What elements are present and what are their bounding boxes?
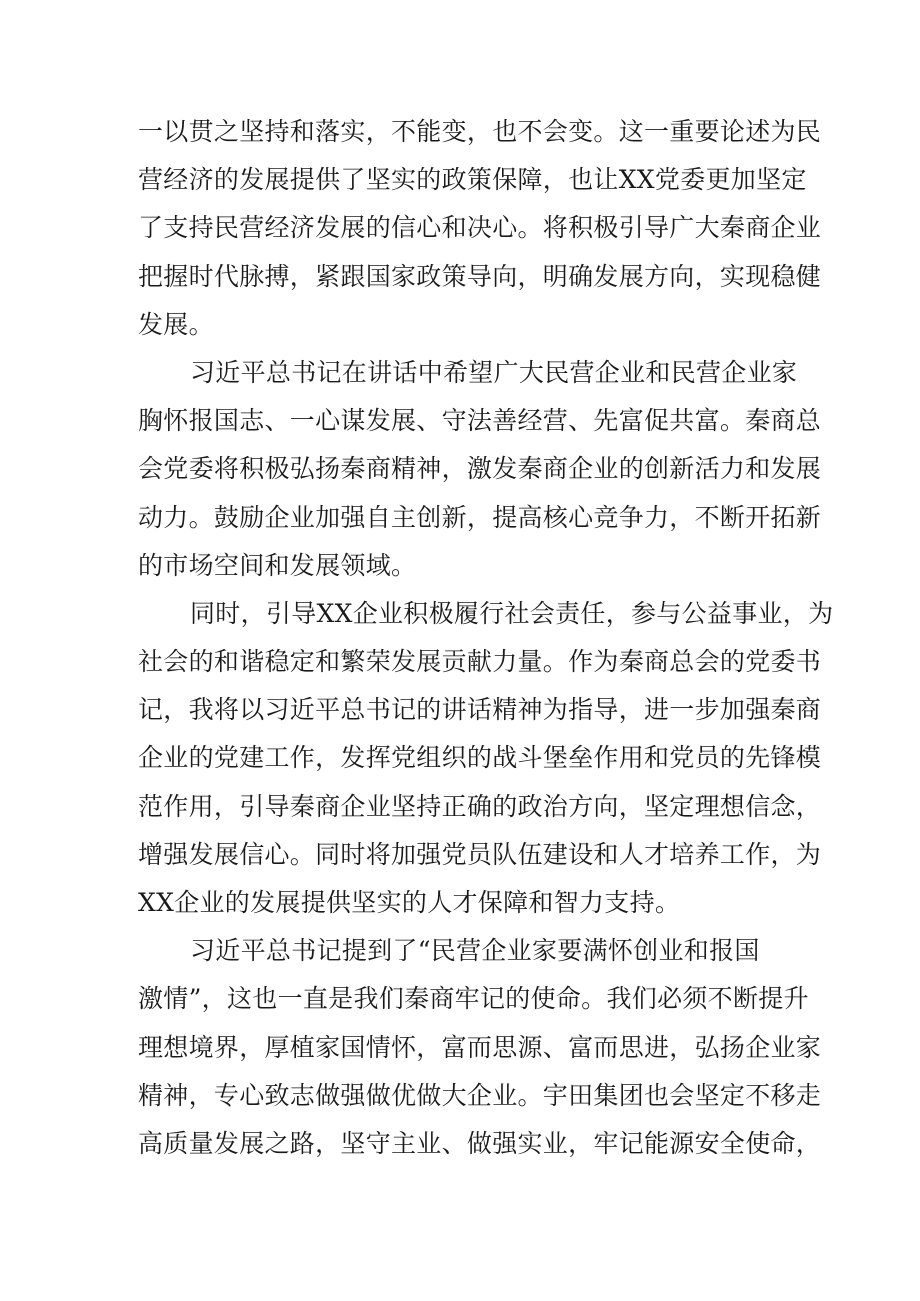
text-line: 范作用，引导秦商企业坚持正确的政治方向，坚定理想信念，: [138, 791, 822, 821]
text-line: 把握时代脉搏，紧跟国家政策导向，明确发展方向，实现稳健: [138, 261, 822, 291]
text-line: 一以贯之坚持和落实，不能变，也不会变。这一重要论述为民: [138, 117, 822, 146]
text-line: 了支持民营经济发展的信心和决心。将积极引导广大秦商企业: [138, 213, 822, 243]
text-line: 激情”，这也一直是我们秦商牢记的使命。我们必须不断提升: [138, 984, 809, 1014]
paragraph-2: [138, 349, 822, 590]
document-body: [138, 108, 834, 1168]
text-line: 发展。: [138, 309, 214, 339]
text-line: 同时，引导XX企业积极履行社会责任，参与公益事业，为: [190, 598, 834, 628]
text-line: 精神，专心致志做强做优做大企业。宇田集团也会坚定不移走: [138, 1080, 822, 1110]
paragraph-1: [138, 108, 822, 349]
text-line: 习近平总书记在讲话中希望广大民营企业和民营企业家: [190, 357, 798, 387]
text-line: 高质量发展之路，坚守主业、做强实业，牢记能源安全使命，: [138, 1128, 822, 1158]
paragraph-3: [138, 590, 834, 927]
text-line: 习近平总书记提到了“民营企业家要满怀创业和报国: [190, 936, 760, 966]
text-line: 的市场空间和发展领域。: [138, 550, 417, 580]
text-line: 记，我将以习近平总书记的讲话精神为指导，进一步加强秦商: [138, 695, 822, 725]
text-line: 会党委将积极弘扬秦商精神，激发秦商企业的创新活力和发展: [138, 454, 822, 484]
text-line: 理想境界，厚植家国情怀，富而思源、富而思进，弘扬企业家: [138, 1032, 822, 1062]
text-line: 增强发展信心。同时将加强党员队伍建设和人才培养工作，为: [138, 839, 822, 869]
text-line: 企业的党建工作，发挥党组织的战斗堡垒作用和党员的先锋模: [138, 743, 822, 773]
text-line: 营经济的发展提供了坚实的政策保障，也让XX党委更加坚定: [138, 165, 807, 195]
text-line: 胸怀报国志、一心谋发展、守法善经营、先富促共富。秦商总: [138, 406, 822, 436]
paragraph-4: [138, 927, 822, 1168]
text-line: 社会的和谐稳定和繁荣发展贡献力量。作为秦商总会的党委书: [138, 647, 822, 677]
text-line: 动力。鼓励企业加强自主创新，提高核心竞争力，不断开拓新: [138, 502, 822, 532]
text-line: XX企业的发展提供坚实的人才保障和智力支持。: [138, 888, 681, 917]
